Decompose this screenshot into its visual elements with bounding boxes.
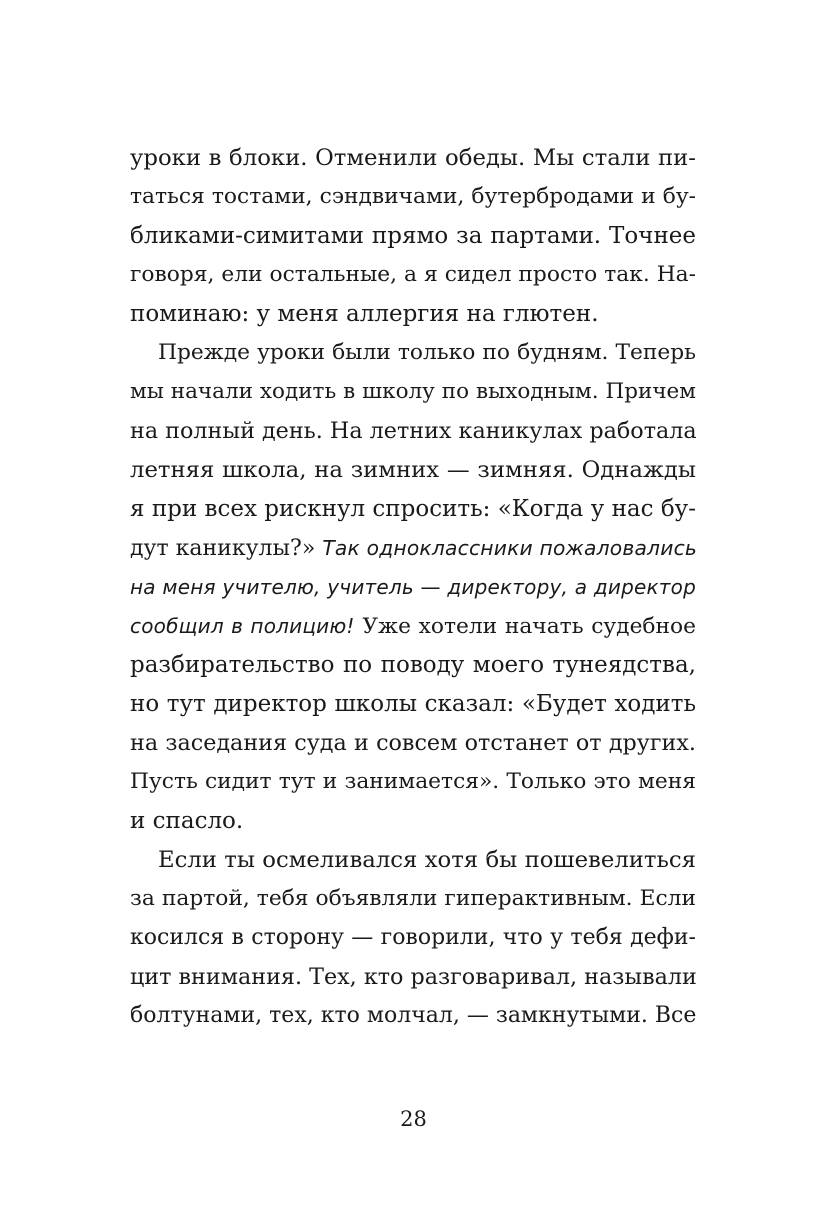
text-segment: дут каникулы?»: [130, 536, 316, 561]
text-line: цит внимания. Тех, кто разговаривал, называли: [130, 964, 697, 990]
text-line: Если ты осмеливался хотя бы пошевелиться: [158, 847, 696, 873]
text-line: косился в сторону — говорили, что у тебя дефи-: [130, 925, 696, 950]
text-line: но тут директор школы сказал: «Будет ходить: [130, 691, 696, 717]
text-line: таться тостами, сэндвичами, бутербродами и бу-: [130, 184, 696, 209]
page-number: 28: [400, 1107, 427, 1131]
text-line: Пусть сидит тут и занимается». Только это меня: [130, 769, 696, 794]
text-line: и спасло.: [130, 808, 244, 834]
text-line: бликами-симитами прямо за партами. Точнее: [130, 223, 696, 249]
text-segment: Уже хотели начать судебное: [362, 614, 696, 639]
handwritten-text-segment: сообщил в полицию!: [130, 614, 355, 638]
text-line: разбирательство по поводу моего тунеядства,: [130, 652, 696, 678]
handwritten-text-segment: Так одноклассники пожаловались: [322, 536, 698, 560]
text-line: болтунами, тех, кто молчал, — замкнутыми. Все: [130, 1003, 697, 1028]
text-line-mixed: [130, 533, 696, 563]
text-line: Прежде уроки были только по будням. Теперь: [158, 340, 696, 365]
text-line: я при всех рискнул спросить: «Когда у нас бу-: [130, 496, 696, 522]
text-line: на полный день. На летних каникулах работала: [130, 418, 697, 444]
text-line: на заседания суда и совсем отстанет от других.: [130, 730, 696, 756]
text-line: уроки в блоки. Отменили обеды. Мы стали пи-: [130, 145, 696, 171]
text-line-mixed: [130, 611, 696, 641]
text-line: за партой, тебя объявляли гиперактивным. Если: [130, 886, 696, 911]
text-line: мы начали ходить в школу по выходным. Причем: [130, 379, 696, 404]
text-line: говоря, ели остальные, а я сидел просто так. На-: [130, 262, 696, 287]
text-line: летняя школа, на зимних — зимняя. Однажды: [130, 457, 696, 483]
text-line: поминаю: у меня аллергия на глютен.: [130, 301, 599, 327]
handwritten-text-line: на меня учителю, учитель — директору, а директор: [130, 575, 696, 599]
